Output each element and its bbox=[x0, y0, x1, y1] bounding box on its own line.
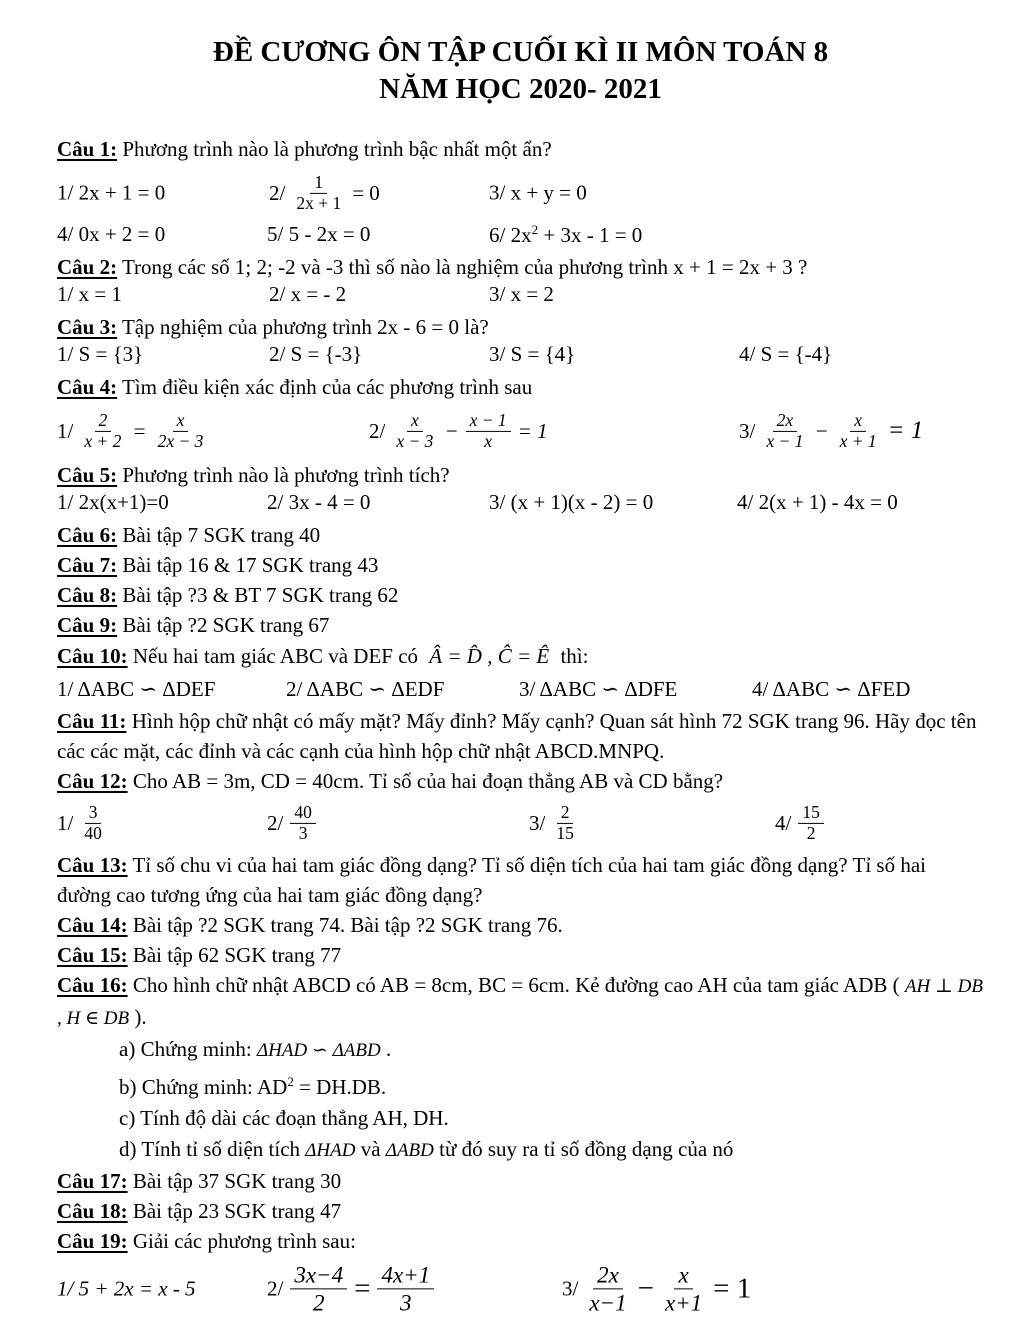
question-15-text: Bài tập 62 SGK trang 77 bbox=[132, 943, 342, 967]
option-2-1: 1/ x = 1 bbox=[57, 282, 122, 306]
option-3-1: 1/ S = {3} bbox=[57, 342, 144, 366]
fraction-numerator: x − 1 bbox=[466, 411, 511, 432]
fraction bbox=[154, 411, 208, 451]
option-text: 6/ 2x bbox=[489, 223, 532, 247]
fraction-denominator: 40 bbox=[84, 822, 102, 843]
question-19-options bbox=[57, 1256, 984, 1322]
question-1-label: Câu 1: bbox=[57, 137, 118, 161]
option-1-5: 5/ 5 - 2x = 0 bbox=[267, 222, 371, 246]
option-19-3 bbox=[562, 1261, 751, 1316]
question-15 bbox=[57, 940, 984, 970]
minus-sign: − bbox=[814, 418, 829, 443]
option-4-1 bbox=[57, 411, 207, 451]
option-prefix: 2/ bbox=[269, 180, 286, 205]
question-12-text: Cho AB = 3m, CD = 40cm. Tỉ số của hai đoạn thẳng AB và CD bằng? bbox=[132, 769, 724, 793]
question-9-text: Bài tập ?2 SGK trang 67 bbox=[122, 613, 330, 637]
item-d-text-mid: và bbox=[360, 1137, 381, 1161]
question-16-item-b bbox=[57, 1066, 984, 1103]
item-b-text: b) Chứng minh: AD bbox=[119, 1075, 288, 1099]
question-14-text: Bài tập ?2 SGK trang 74. Bài tập ?2 SGK trang 76. bbox=[132, 913, 563, 937]
question-10-options bbox=[57, 672, 984, 706]
question-3-label: Câu 3: bbox=[57, 315, 118, 339]
question-14-label: Câu 14: bbox=[57, 913, 128, 937]
fraction bbox=[290, 803, 316, 843]
question-2-heading bbox=[57, 252, 984, 282]
item-c-text: c) Tính độ dài các đoạn thẳng AH, DH. bbox=[119, 1106, 449, 1130]
question-4-heading bbox=[57, 372, 984, 402]
question-19-text: Giải các phương trình sau: bbox=[132, 1229, 356, 1253]
fraction-numerator: x bbox=[173, 411, 189, 432]
question-9-label: Câu 9: bbox=[57, 613, 118, 637]
fraction-denominator: x bbox=[484, 430, 493, 451]
question-14 bbox=[57, 910, 984, 940]
question-16-text: Cho hình chữ nhật ABCD có AB = 8cm, BC = 6cm. Kẻ đường cao AH của tam giác ADB ( bbox=[132, 973, 900, 997]
option-1-4: 4/ 0x + 2 = 0 bbox=[57, 222, 166, 246]
minus-sign: − bbox=[637, 1272, 654, 1305]
fraction-denominator: 2x + 1 bbox=[296, 192, 342, 213]
question-8 bbox=[57, 580, 984, 610]
question-18 bbox=[57, 1196, 984, 1226]
option-19-1: 1/ 5 + 2x = x - 5 bbox=[57, 1276, 196, 1301]
question-15-label: Câu 15: bbox=[57, 943, 128, 967]
question-10-heading bbox=[57, 640, 984, 672]
question-4-options bbox=[57, 402, 984, 460]
option-10-4: 4/ ΔABC ∽ ΔFED bbox=[752, 677, 911, 701]
fraction bbox=[80, 411, 125, 451]
fraction bbox=[836, 411, 881, 451]
question-19-heading bbox=[57, 1226, 984, 1256]
question-13-text: Tỉ số chu vi của hai tam giác đồng dạng? Tỉ số diện tích của hai tam giác đồng dạng? Tỉ số hai đường cao tương ứng của hai tam giác đồng dạng? bbox=[57, 853, 926, 907]
option-4-3 bbox=[739, 411, 923, 451]
question-16-item-c bbox=[57, 1103, 984, 1134]
item-d-text-end: từ đó suy ra tỉ số đồng dạng của nó bbox=[439, 1137, 734, 1161]
fraction-numerator: x bbox=[407, 411, 423, 432]
option-3-2: 2/ S = {-3} bbox=[269, 342, 363, 366]
question-3-text: Tập nghiệm của phương trình 2x - 6 = 0 là? bbox=[121, 315, 489, 339]
option-equals: = 0 bbox=[352, 180, 380, 205]
triangle-math: ΔABD bbox=[385, 1140, 434, 1161]
question-3-options bbox=[57, 342, 984, 372]
question-19-label: Câu 19: bbox=[57, 1229, 128, 1253]
fraction bbox=[290, 1261, 347, 1316]
option-10-3: 3/ ΔABC ∽ ΔDFE bbox=[519, 677, 678, 701]
fraction bbox=[377, 1261, 434, 1316]
option-3-3: 3/ S = {4} bbox=[489, 342, 576, 366]
question-16-item-d bbox=[57, 1134, 984, 1166]
question-10-text: Nếu hai tam giác ABC và DEF có bbox=[132, 644, 419, 668]
option-1-1: 1/ 2x + 1 = 0 bbox=[57, 180, 166, 205]
fraction-numerator: 3x−4 bbox=[290, 1261, 347, 1289]
question-2-options bbox=[57, 282, 984, 312]
fraction bbox=[466, 411, 511, 451]
option-12-1 bbox=[57, 803, 106, 843]
option-5-2: 2/ 3x - 4 = 0 bbox=[267, 490, 371, 514]
question-9 bbox=[57, 610, 984, 640]
question-6-label: Câu 6: bbox=[57, 523, 118, 547]
question-4-text: Tìm điều kiện xác định của các phương trình sau bbox=[121, 375, 533, 399]
question-12-label: Câu 12: bbox=[57, 769, 128, 793]
fraction-denominator: x − 3 bbox=[396, 430, 434, 451]
equals-sign: = bbox=[132, 418, 147, 443]
fraction-denominator: 3 bbox=[298, 822, 308, 843]
fraction-numerator: x bbox=[674, 1261, 692, 1289]
option-prefix: 2/ bbox=[369, 418, 386, 443]
fraction-numerator: 15 bbox=[798, 803, 824, 824]
question-1-options-row-1 bbox=[57, 164, 984, 222]
question-2-label: Câu 2: bbox=[57, 255, 118, 279]
equals-value: = 1 bbox=[887, 417, 924, 444]
fraction-numerator: 2x bbox=[773, 411, 798, 432]
question-10-label: Câu 10: bbox=[57, 644, 128, 668]
question-12-options bbox=[57, 796, 984, 850]
fraction-numerator: x bbox=[850, 411, 866, 432]
option-1-2 bbox=[269, 173, 380, 213]
option-5-1: 1/ 2x(x+1)=0 bbox=[57, 490, 169, 514]
option-12-2 bbox=[267, 803, 316, 843]
option-10-2: 2/ ΔABC ∽ ΔEDF bbox=[286, 677, 445, 701]
option-4-2 bbox=[369, 411, 548, 451]
fraction-denominator: 2 bbox=[806, 822, 816, 843]
question-6-text: Bài tập 7 SGK trang 40 bbox=[122, 523, 321, 547]
fraction bbox=[762, 411, 807, 451]
fraction-numerator: 2 bbox=[557, 803, 574, 824]
item-d-text: d) Tính tỉ số diện tích bbox=[119, 1137, 301, 1161]
option-10-1: 1/ ΔABC ∽ ΔDEF bbox=[57, 677, 216, 701]
fraction-numerator: 2x bbox=[593, 1261, 623, 1289]
question-1-options-row-2 bbox=[57, 222, 984, 252]
fraction-denominator: 2x − 3 bbox=[157, 430, 204, 451]
fraction-denominator: x − 1 bbox=[766, 430, 804, 451]
question-3-heading bbox=[57, 312, 984, 342]
superscript: 2 bbox=[287, 1074, 294, 1089]
question-17 bbox=[57, 1166, 984, 1196]
question-13 bbox=[57, 850, 984, 910]
question-16-label: Câu 16: bbox=[57, 973, 128, 997]
fraction-numerator: 2 bbox=[95, 411, 112, 432]
question-7-label: Câu 7: bbox=[57, 553, 118, 577]
fraction-denominator: 15 bbox=[556, 822, 574, 843]
superscript: 2 bbox=[531, 222, 539, 237]
question-2-text: Trong các số 1; 2; -2 và -3 thì số nào là nghiệm của phương trình x + 1 = 2x + 3 ? bbox=[121, 255, 808, 279]
question-18-label: Câu 18: bbox=[57, 1199, 128, 1223]
question-11 bbox=[57, 706, 984, 766]
fraction-denominator: 2 bbox=[312, 1290, 325, 1316]
fraction-denominator: 3 bbox=[400, 1290, 412, 1316]
fraction-denominator: x−1 bbox=[589, 1290, 627, 1316]
fraction-denominator: x + 2 bbox=[84, 430, 122, 451]
fraction bbox=[292, 173, 345, 213]
question-1-text: Phương trình nào là phương trình bậc nhất một ẩn? bbox=[122, 137, 552, 161]
question-5-label: Câu 5: bbox=[57, 463, 118, 487]
fraction bbox=[552, 803, 578, 843]
option-2-3: 3/ x = 2 bbox=[489, 282, 554, 306]
option-5-4: 4/ 2(x + 1) - 4x = 0 bbox=[737, 490, 898, 514]
fraction bbox=[661, 1261, 706, 1316]
question-8-text: Bài tập ?3 & BT 7 SGK trang 62 bbox=[122, 583, 399, 607]
question-13-label: Câu 13: bbox=[57, 853, 128, 877]
fraction bbox=[392, 411, 437, 451]
question-18-text: Bài tập 23 SGK trang 47 bbox=[132, 1199, 342, 1223]
option-prefix: 1/ bbox=[57, 810, 74, 835]
fraction-denominator: x + 1 bbox=[839, 430, 877, 451]
fraction bbox=[585, 1261, 630, 1316]
similar-triangles-math: ΔHAD ∽ ΔABD bbox=[256, 1040, 381, 1061]
question-1-heading bbox=[57, 134, 984, 164]
option-prefix: 2/ bbox=[267, 810, 284, 835]
fraction-numerator: 4x+1 bbox=[377, 1261, 434, 1289]
question-16-heading bbox=[57, 970, 984, 1034]
page-title bbox=[57, 34, 984, 108]
question-7 bbox=[57, 550, 984, 580]
equals-sign: = bbox=[354, 1272, 371, 1305]
question-12-heading bbox=[57, 766, 984, 796]
question-11-text: Hình hộp chữ nhật có mấy mặt? Mấy đỉnh? Mấy cạnh? Quan sát hình 72 SGK trang 96. Hãy đọc tên các các mặt, các đỉnh và các cạnh của hình hộp chữ nhật ABCD.MNPQ. bbox=[57, 709, 977, 763]
option-prefix: 3/ bbox=[739, 418, 756, 443]
equals-value: = 1 bbox=[713, 1272, 752, 1305]
question-11-label: Câu 11: bbox=[57, 709, 127, 733]
item-b-text-end: = DH.DB. bbox=[293, 1075, 387, 1099]
question-6 bbox=[57, 520, 984, 550]
item-a-text: a) Chứng minh: bbox=[119, 1037, 252, 1061]
option-1-3: 3/ x + y = 0 bbox=[489, 180, 587, 205]
title-line-2: NĂM HỌC 2020- 2021 bbox=[379, 73, 662, 105]
angle-equality-math: Â = D̂ , Ĉ = Ê bbox=[429, 644, 550, 668]
item-a-period: . bbox=[385, 1037, 392, 1061]
question-17-text: Bài tập 37 SGK trang 30 bbox=[132, 1169, 342, 1193]
question-8-label: Câu 8: bbox=[57, 583, 118, 607]
fraction-denominator: x+1 bbox=[664, 1290, 703, 1316]
minus-sign: − bbox=[444, 418, 459, 443]
option-text: + 3x - 1 = 0 bbox=[538, 223, 643, 247]
question-10-text-end: thì: bbox=[560, 644, 589, 668]
triangle-math: ΔHAD bbox=[305, 1140, 356, 1161]
fraction bbox=[798, 803, 824, 843]
option-2-2: 2/ x = - 2 bbox=[269, 282, 347, 306]
option-5-3: 3/ (x + 1)(x - 2) = 0 bbox=[489, 490, 654, 514]
question-7-text: Bài tập 16 & 17 SGK trang 43 bbox=[122, 553, 379, 577]
option-prefix: 2/ bbox=[267, 1276, 284, 1301]
option-1-6 bbox=[489, 222, 642, 248]
option-prefix: 4/ bbox=[775, 810, 792, 835]
fraction-numerator: 40 bbox=[290, 803, 316, 824]
question-16-item-a bbox=[57, 1034, 984, 1066]
option-prefix: 3/ bbox=[562, 1276, 579, 1301]
question-4-label: Câu 4: bbox=[57, 375, 118, 399]
question-17-label: Câu 17: bbox=[57, 1169, 128, 1193]
fraction-numerator: 1 bbox=[310, 173, 327, 194]
option-prefix: 1/ bbox=[57, 418, 74, 443]
option-19-2 bbox=[267, 1261, 434, 1316]
question-5-options bbox=[57, 490, 984, 520]
option-prefix: 3/ bbox=[529, 810, 546, 835]
fraction bbox=[80, 803, 106, 843]
question-5-heading bbox=[57, 460, 984, 490]
question-16-text-end: ). bbox=[134, 1005, 147, 1029]
equals-value: = 1 bbox=[517, 418, 548, 443]
option-3-4: 4/ S = {-4} bbox=[739, 342, 833, 366]
option-12-4 bbox=[775, 803, 824, 843]
title-line-1: ĐỀ CƯƠNG ÔN TẬP CUỐI KÌ II MÔN TOÁN 8 bbox=[212, 36, 829, 68]
fraction-numerator: 3 bbox=[85, 803, 102, 824]
question-5-text: Phương trình nào là phương trình tích? bbox=[122, 463, 450, 487]
option-12-3 bbox=[529, 803, 578, 843]
perpendicular-math: AH ⊥ DB , H ∈ DB bbox=[57, 976, 983, 1029]
